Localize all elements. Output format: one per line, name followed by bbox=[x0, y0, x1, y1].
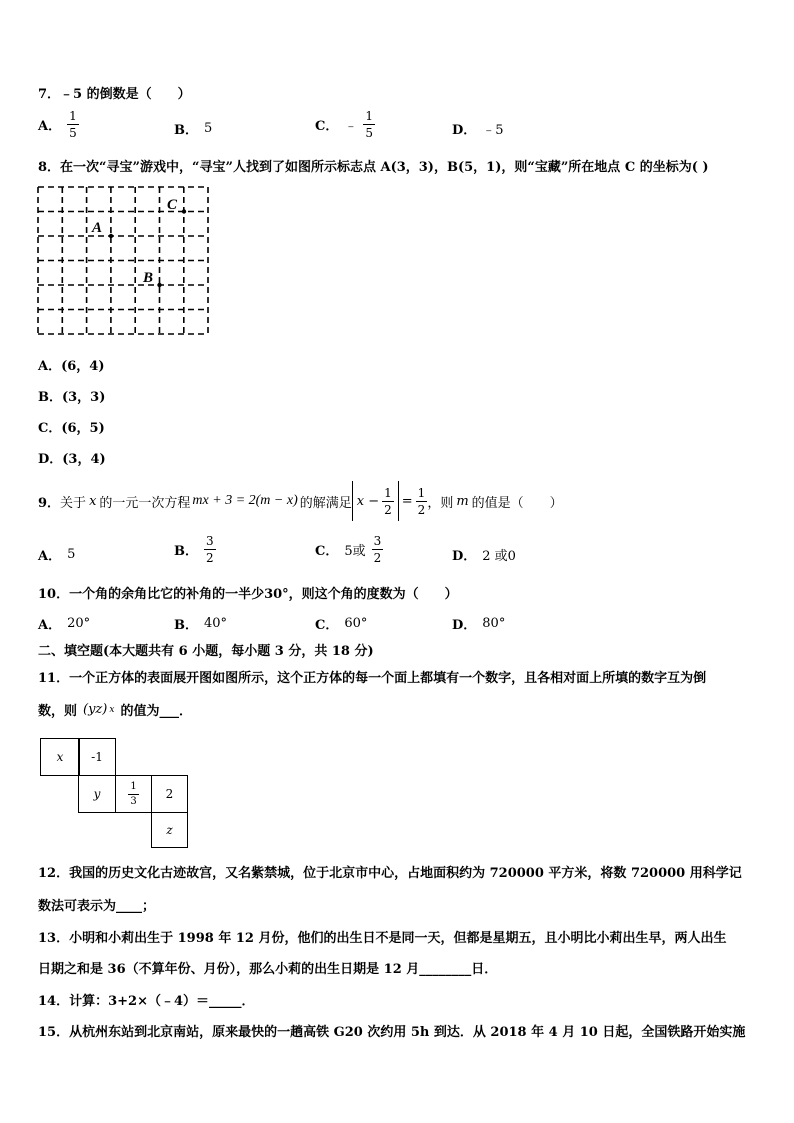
q10-option-c: C． 60° bbox=[315, 616, 368, 633]
fraction: $\frac{1}{5}$ bbox=[69, 109, 77, 140]
q9-option-d: D． 2 或0 bbox=[452, 549, 516, 564]
point-b-label: B bbox=[143, 270, 154, 286]
point-a bbox=[109, 234, 113, 238]
net-face-third: $\frac{1}{3}$ bbox=[115, 775, 152, 813]
point-c bbox=[182, 209, 186, 213]
q11-line2: 数，则 (yz) x 的值为___． bbox=[38, 702, 192, 719]
q10-option-b: B． 40° bbox=[174, 616, 228, 633]
q13-line2: 日期之和是 36（不算年份、月份），那么小莉的出生日期是 12 月________日． bbox=[38, 962, 498, 977]
q10-option-a: A． 20° bbox=[38, 616, 91, 633]
absolute-value: x − $\frac{1}{2}$ bbox=[352, 481, 399, 521]
q9-option-a: A． 5 bbox=[38, 547, 76, 564]
fraction: $\frac{1}{5}$ bbox=[365, 109, 374, 140]
q8-option-c: C．(6，5) bbox=[38, 421, 105, 436]
net-face-z: z bbox=[151, 812, 188, 848]
q7-option-b: B． 5 bbox=[174, 121, 213, 138]
q7-option-d: D． ﹣5 bbox=[452, 123, 504, 138]
q13-line1: 13．小明和小莉出生于 1998 年 12 月份，他们的出生日不是同一天，但都是星期五，且小明比小莉出生早，两人出生 bbox=[38, 931, 727, 946]
q10-option-d: D． 80° bbox=[452, 616, 506, 633]
q8-option-b: B．(3，3) bbox=[38, 390, 106, 405]
q11-line1: 11．一个正方体的表面展开图如图所示，这个正方体的每一个面上都填有一个数字，且各相对面上所填的数字互为倒 bbox=[38, 671, 707, 686]
q7-stem: 7．﹣5 的倒数是（ ） bbox=[38, 87, 191, 102]
q8-option-d: D．(3，4) bbox=[38, 452, 106, 467]
point-b bbox=[157, 283, 161, 287]
net-face-y: y bbox=[78, 775, 116, 813]
q7-option-c: C． ﹣ $\frac{1}{5}$ bbox=[315, 109, 374, 140]
q7-option-a: A． $\frac{1}{5}$ bbox=[38, 109, 77, 140]
point-a-label: A bbox=[92, 220, 103, 236]
cube-net bbox=[40, 738, 190, 848]
point-c-label: C bbox=[167, 197, 178, 213]
q12-line1: 12．我国的历史文化古迹故宫，又名紫禁城，位于北京市中心，占地面积约为 720000 平方米，将数 720000 用科学记 bbox=[38, 866, 742, 881]
net-face-2: 2 bbox=[151, 775, 188, 813]
treasure-grid bbox=[37, 186, 211, 338]
equation: mx + 3 = 2(m − x) bbox=[192, 493, 298, 508]
q8-option-a: A．(6，4) bbox=[38, 359, 105, 374]
q9-option-b: B． $\frac{3}{2}$ bbox=[174, 534, 214, 565]
q10-stem: 10．一个角的余角比它的补角的一半少30°，则这个角的度数为（ ） bbox=[38, 587, 458, 602]
q15-line1: 15．从杭州东站到北京南站，原来最快的一趟高铁 G20 次约用 5h 到达．从 2018 年 4 月 10 日起，全国铁路开始实施 bbox=[38, 1025, 746, 1040]
q8-stem: 8．在一次“寻宝”游戏中，“寻宝”人找到了如图所示标志点 A(3，3)，B(5，1)，则“宝藏”所在地点 C 的坐标为( ) bbox=[38, 160, 709, 175]
net-face-neg1: -1 bbox=[78, 738, 116, 776]
q12-line2: 数法可表示为____； bbox=[38, 899, 156, 914]
q9-option-c: C． 5或 $\frac{3}{2}$ bbox=[315, 534, 382, 565]
q9-stem: 9． 关于 x 的一元一次方程 mx + 3 = 2(m − x) 的解满足 x − $\frac{1}{2}$ = $\frac{1}{2}$ ，则 m 的值是（ ） bbox=[38, 480, 563, 522]
q14-text: 14．计算：3+2×（﹣4）＝_____． bbox=[38, 994, 255, 1009]
section-heading: 二、填空题(本大题共有 6 小题，每小题 3 分，共 18 分) bbox=[38, 644, 374, 659]
net-face-x: x bbox=[40, 738, 80, 776]
